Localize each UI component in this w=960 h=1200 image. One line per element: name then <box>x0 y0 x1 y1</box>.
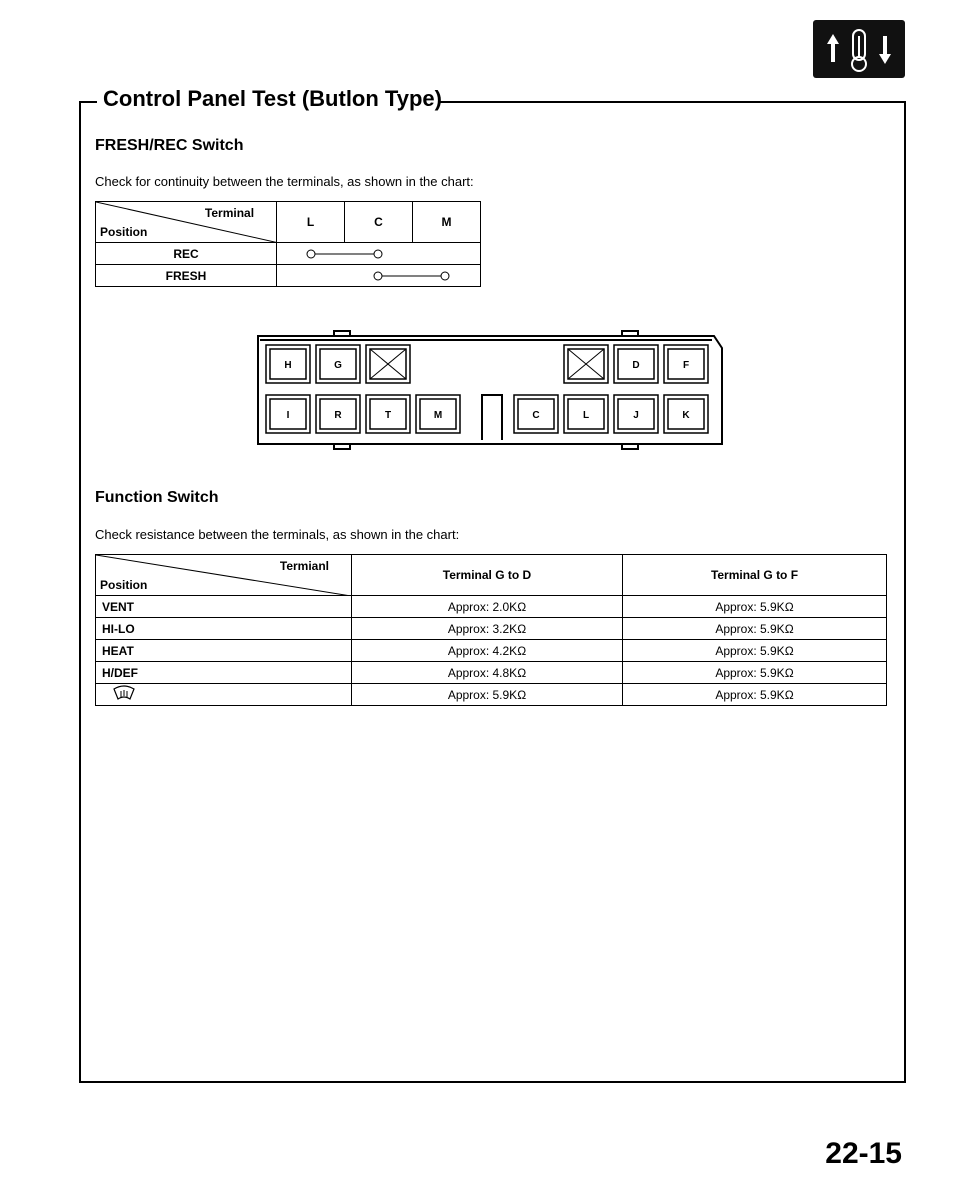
continuity-cell <box>277 265 481 287</box>
row-label-defrost <box>96 684 352 706</box>
table-row <box>96 684 887 706</box>
corner-top-label: Terminal <box>204 206 255 220</box>
col-header: C <box>345 202 413 243</box>
value-gd: Approx: 4.2KΩ <box>352 640 623 662</box>
col-header: M <box>413 202 481 243</box>
terminal-label: G <box>334 360 342 371</box>
fresh-rec-table <box>95 201 481 287</box>
row-label: VENT <box>96 596 352 618</box>
terminal-label: J <box>633 410 639 421</box>
connector-terminal <box>564 395 608 433</box>
connector-terminal <box>266 395 310 433</box>
table-row <box>96 265 481 287</box>
row-label: REC <box>96 243 277 265</box>
col-header: L <box>277 202 345 243</box>
connector-terminal <box>416 395 460 433</box>
terminal-label: D <box>632 360 640 371</box>
table-row <box>96 640 887 662</box>
page-title: Control Panel Test (Butlon Type) <box>103 86 442 111</box>
table-corner <box>96 202 277 243</box>
connector-terminal <box>316 345 360 383</box>
table-row <box>96 243 481 265</box>
connector-terminal <box>664 395 708 433</box>
terminal-label: H <box>284 360 292 371</box>
connector-terminal <box>664 345 708 383</box>
connector-terminal <box>614 395 658 433</box>
section-icon <box>813 20 905 78</box>
row-label: H/DEF <box>96 662 352 684</box>
connector-terminal <box>514 395 558 433</box>
row-label: HI-LO <box>96 618 352 640</box>
value-gd: Approx: 3.2KΩ <box>352 618 623 640</box>
connector-blank-cavity <box>366 345 410 383</box>
connector-terminal <box>614 345 658 383</box>
row-label: HEAT <box>96 640 352 662</box>
section2-heading: Function Switch <box>95 489 219 506</box>
value-gd: Approx: 2.0KΩ <box>352 596 623 618</box>
connector-diagram <box>252 328 732 453</box>
row-label: FRESH <box>96 265 277 287</box>
connector-blank-cavity <box>564 345 608 383</box>
table-row <box>96 662 887 684</box>
temperature-icon <box>813 20 905 78</box>
value-gd: Approx: 4.8KΩ <box>352 662 623 684</box>
terminal-label: C <box>532 410 540 421</box>
section2-instruction: Check resistance between the terminals, as shown in the chart: <box>95 527 460 542</box>
section1-instruction: Check for continuity between the terminals, as shown in the chart: <box>95 174 474 189</box>
terminal-label: K <box>682 410 690 421</box>
corner-top-label: Termianl <box>279 559 329 573</box>
terminal-label: T <box>384 410 392 421</box>
value-gf: Approx: 5.9KΩ <box>623 640 887 662</box>
section1-heading: FRESH/REC Switch <box>95 137 244 154</box>
connector-terminal <box>266 345 310 383</box>
col-header-gf: Terminal G to F <box>623 555 887 596</box>
table-row <box>96 596 887 618</box>
terminal-label: R <box>334 410 342 421</box>
defrost-icon <box>112 685 136 701</box>
terminal-label: I <box>286 410 290 421</box>
continuity-line <box>277 244 478 264</box>
table-row <box>96 618 887 640</box>
continuity-cell <box>277 243 481 265</box>
value-gd: Approx: 5.9KΩ <box>352 684 623 706</box>
connector-terminal <box>366 395 410 433</box>
corner-bottom-label: Position <box>100 578 148 592</box>
table-corner <box>96 555 352 596</box>
terminal-label: F <box>682 360 690 371</box>
continuity-line <box>277 266 478 286</box>
terminal-label: M <box>433 410 443 421</box>
value-gf: Approx: 5.9KΩ <box>623 684 887 706</box>
function-switch-table <box>95 554 887 706</box>
value-gf: Approx: 5.9KΩ <box>623 618 887 640</box>
corner-bottom-label: Position <box>100 225 148 239</box>
terminal-label: L <box>582 410 590 421</box>
page-number: 22-15 <box>825 1137 902 1170</box>
connector-terminal <box>316 395 360 433</box>
value-gf: Approx: 5.9KΩ <box>623 596 887 618</box>
col-header-gd: Terminal G to D <box>352 555 623 596</box>
value-gf: Approx: 5.9KΩ <box>623 662 887 684</box>
